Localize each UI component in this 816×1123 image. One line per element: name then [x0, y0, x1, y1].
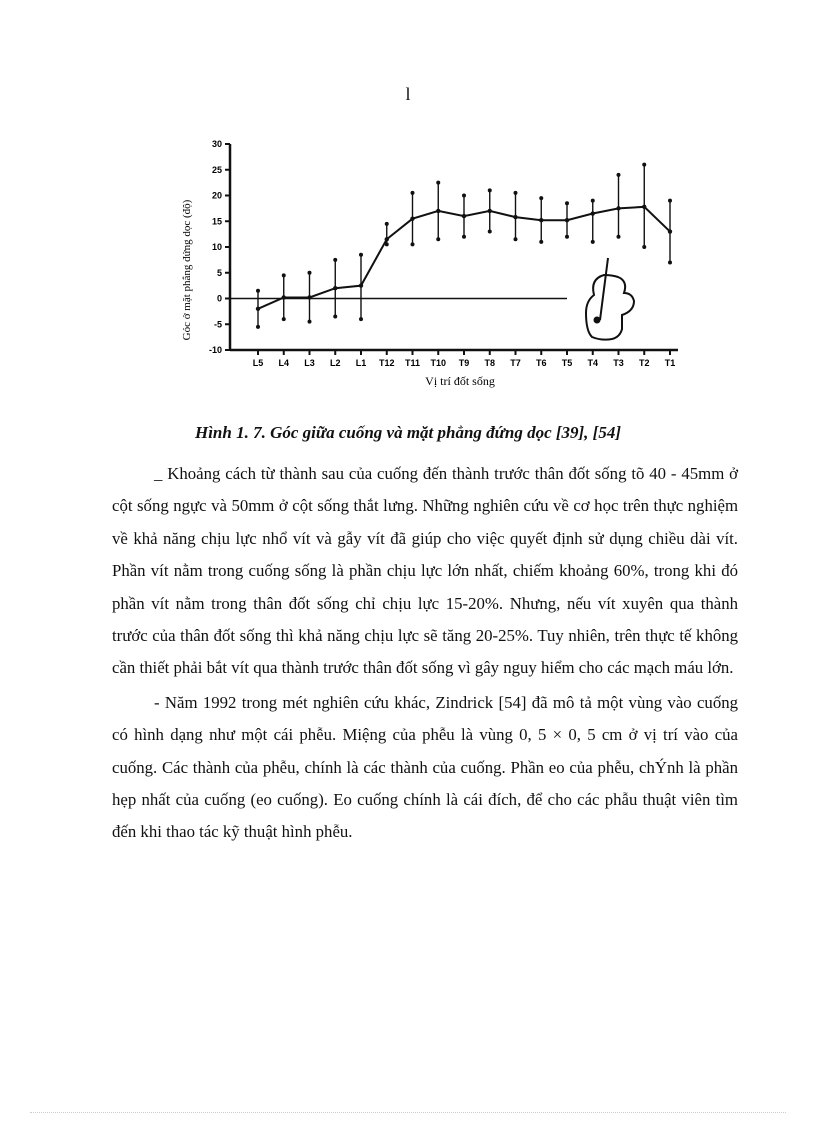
error-cap-low — [488, 230, 492, 234]
data-point — [385, 237, 389, 241]
x-tick-label: T5 — [561, 358, 573, 368]
y-axis-label: Góc ở mặt phẳng đứng dọc (độ) — [181, 199, 193, 341]
error-cap-low — [359, 317, 363, 321]
x-tick-label: T2 — [638, 358, 650, 368]
error-cap-high — [385, 222, 389, 226]
x-tick-label: L1 — [355, 358, 367, 368]
error-cap-high — [282, 273, 286, 277]
error-cap-low — [539, 240, 543, 244]
data-point — [359, 283, 363, 287]
error-cap-high — [642, 163, 646, 167]
error-cap-high — [436, 181, 440, 185]
y-tick-label: 5 — [216, 267, 222, 278]
chart-svg — [170, 130, 690, 395]
data-point — [333, 286, 337, 290]
x-axis-label: Vị trí đốt sống — [425, 374, 495, 388]
x-tick-label: L2 — [329, 358, 341, 368]
x-tick-label: T12 — [378, 358, 395, 368]
x-tick-label: L5 — [252, 358, 264, 368]
data-point — [462, 214, 466, 218]
y-tick-label: 30 — [211, 139, 222, 149]
error-cap-low — [668, 260, 672, 264]
x-tick-label: T6 — [535, 358, 547, 368]
y-tick-label: 15 — [211, 216, 222, 227]
error-cap-low — [436, 237, 440, 241]
error-cap-low — [333, 315, 337, 319]
error-cap-high — [591, 199, 595, 203]
error-cap-high — [411, 191, 415, 195]
data-point — [256, 307, 260, 311]
x-tick-label: T3 — [613, 358, 624, 368]
error-cap-high — [565, 201, 569, 205]
data-point — [282, 295, 286, 299]
error-cap-high — [514, 191, 518, 195]
error-cap-high — [359, 253, 363, 257]
error-cap-low — [411, 242, 415, 246]
data-point — [616, 206, 620, 210]
data-point — [668, 229, 672, 233]
y-tick-label: 0 — [216, 293, 222, 304]
data-point — [539, 218, 543, 222]
data-point — [565, 218, 569, 222]
error-cap-high — [539, 196, 543, 200]
x-tick-label: T1 — [664, 358, 676, 368]
data-point — [591, 211, 595, 215]
data-point — [642, 205, 646, 209]
data-point — [513, 215, 517, 219]
error-cap-high — [488, 188, 492, 192]
x-tick-label: T4 — [587, 358, 599, 368]
x-tick-label: T9 — [458, 358, 470, 368]
error-cap-low — [514, 237, 518, 241]
paragraph: - Năm 1992 trong mét nghiên cứu khác, Zindrick [54] đã mô tả một vùng vào cuống có hình dạng như một cái phễu. Miệng của phễu là vùng 0, 5 × 0, 5 cm ở vị trí vào của cuống. Các thành của phễu, chính là các thành của cuống. Phần eo của phễu, chÝnh là phần hẹp nhất của cuống (eo cuống). Eo cuống chính là cái đích, để cho các phẫu thuật viên tìm đến khi thao tác kỹ thuật hình phễu. — [112, 692, 738, 842]
footer-rule — [30, 1112, 786, 1113]
error-cap-low — [642, 245, 646, 249]
error-cap-low — [591, 240, 595, 244]
vertebra-sketch-icon — [586, 258, 634, 340]
x-tick-label: T10 — [430, 358, 447, 368]
error-cap-low — [462, 235, 466, 239]
y-tick-label: -5 — [213, 319, 222, 330]
data-point — [488, 209, 492, 213]
body-text — [112, 458, 738, 851]
data-point — [436, 209, 440, 213]
y-tick-label: -10 — [208, 345, 222, 355]
error-cap-low — [565, 235, 569, 239]
error-cap-low — [617, 235, 621, 239]
y-tick-label: 10 — [211, 242, 222, 252]
error-cap-high — [462, 194, 466, 198]
x-tick-label: T7 — [510, 358, 521, 368]
error-cap-low — [256, 325, 260, 329]
paragraph: _ Khoảng cách từ thành sau của cuống đến thành trước thân đốt sống tõ 40 - 45mm ở cột sống ngực và 50mm ở cột sống thắt lưng. Những nghiên cứu về cơ học trên thực nghiệm về khả năng chịu lực nhổ vít và gẫy vít đã giúp cho việc quyết định sử dụng chiều dài vít. Phần vít nằm trong cuống sống là phần chịu lực lớn nhất, chiếm khoảng 60%, trong khi đó phần vít nằm trong thân đốt sống chỉ chịu lực 15-20%. Nhưng, nếu vít xuyên qua thành trước của thân đốt sống thì khả năng chịu lực sẽ tăng 20-25%. Tuy nhiên, trên thực tế không cần thiết phải bắt vít qua thành trước thân đốt sống vì gây nguy hiểm cho các mạch máu lớn. — [112, 464, 738, 678]
y-tick-label: 25 — [211, 164, 222, 175]
error-cap-high — [668, 199, 672, 203]
data-point — [307, 295, 311, 299]
error-cap-high — [308, 271, 312, 275]
page-number: l — [405, 84, 411, 104]
y-tick-label: 20 — [211, 190, 222, 201]
data-point — [410, 216, 414, 220]
error-cap-high — [617, 173, 621, 177]
error-cap-high — [256, 289, 260, 293]
x-tick-label: T11 — [404, 358, 421, 368]
x-tick-label: L3 — [304, 358, 315, 368]
x-tick-label: L4 — [278, 358, 290, 368]
error-cap-high — [333, 258, 337, 262]
error-cap-low — [282, 317, 286, 321]
chart-figure — [170, 130, 690, 395]
x-tick-label: T8 — [484, 358, 496, 368]
error-cap-low — [308, 320, 312, 324]
figure-caption: Hình 1. 7. Góc giữa cuống và mặt phẳng đứng dọc [39], [54] — [194, 423, 622, 442]
